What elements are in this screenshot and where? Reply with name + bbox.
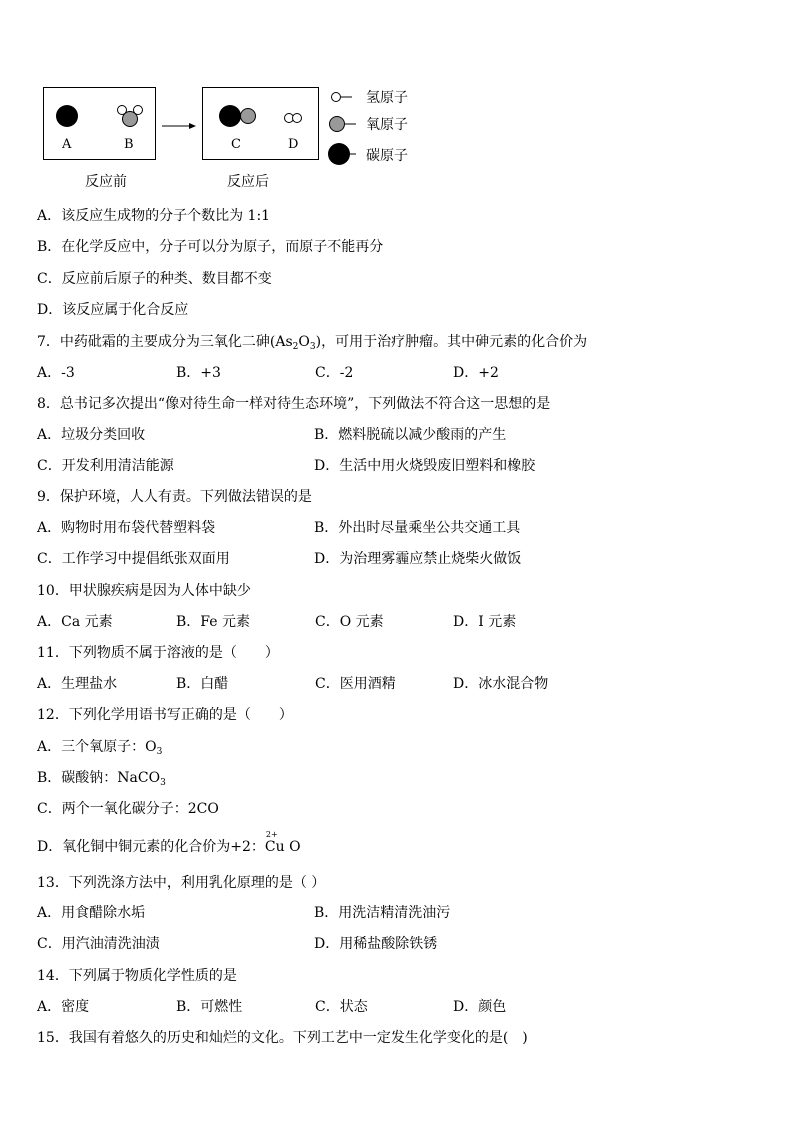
q13-stem: 13．下列洗涤方法中，利用乳化原理的是（ ）	[37, 875, 326, 891]
q9-option-b: B．外出时尽量乘坐公共交通工具	[314, 520, 521, 536]
q8-stem: 8．总书记多次提出“像对待生命一样对待生态环境”，下列做法不符合这一思想的是	[37, 396, 551, 412]
q14-option-b: B．可燃性	[176, 999, 243, 1015]
label-c: C	[231, 137, 241, 152]
before-caption: 反应前	[85, 174, 127, 190]
q7-stem: 7．中药砒霜的主要成分为三氧化二砷$(As_2O_3)$，可用于治疗肿瘤。其中砷元素的化合价为	[37, 334, 588, 352]
label-d: D	[288, 137, 299, 152]
q9-option-d: D．为治理雾霾应禁止烧柴火做饭	[314, 551, 522, 567]
q6-option-a: A．该反应生成物的分子个数比为 1:1	[37, 208, 271, 224]
legend-carbon-label: 碳原子	[366, 148, 408, 164]
q13-option-d: D．用稀盐酸除铁锈	[314, 936, 438, 952]
q6-option-b: B．在化学反应中，分子可以分为原子，而原子不能再分	[37, 239, 384, 255]
q14-option-a: A．密度	[37, 999, 90, 1015]
q6-option-c: C．反应前后原子的种类、数目都不变	[37, 271, 272, 287]
q9-option-c: C．工作学习中提倡纸张双面用	[37, 551, 230, 567]
q10-option-c: C．O 元素	[315, 614, 384, 630]
q11-stem: 11．下列物质不属于溶液的是（ ）	[37, 645, 279, 661]
q12-stem: 12．下列化学用语书写正确的是（ ）	[37, 707, 293, 723]
legend-oxygen-label: 氧原子	[366, 117, 408, 133]
q10-option-d: D．I 元素	[453, 614, 517, 630]
legend-hydrogen-label: 氢原子	[366, 90, 408, 106]
q10-option-a: A．Ca 元素	[37, 614, 113, 630]
q11-option-a: A．生理盐水	[37, 676, 118, 692]
oxygen-atom	[241, 109, 256, 124]
q11-option-d: D．冰水混合物	[453, 676, 549, 692]
q15-stem: 15．我国有着悠久的历史和灿烂的文化。下列工艺中一定发生化学变化的是( )	[37, 1030, 528, 1046]
q13-option-a: A．用食醋除水垢	[37, 905, 146, 921]
q12-option-a: A．三个氧原子：$O_3$	[37, 739, 163, 757]
q7-option-d: D．+2	[453, 365, 499, 381]
label-b: B	[124, 137, 134, 152]
q11-option-c: C．医用酒精	[315, 676, 396, 692]
carbon-atom	[56, 105, 78, 127]
hydrogen-atom	[293, 114, 302, 123]
q8-option-b: B．燃料脱硫以减少酸雨的产生	[314, 427, 507, 443]
q8-option-a: A．垃圾分类回收	[37, 427, 146, 443]
legend-carbon-icon	[328, 143, 350, 165]
q10-stem: 10．甲状腺疾病是因为人体中缺少	[37, 583, 251, 599]
after-caption: 反应后	[227, 174, 269, 190]
legend-oxygen-icon	[330, 117, 345, 132]
carbon-atom	[219, 105, 241, 127]
legend-hydrogen-icon	[332, 93, 341, 102]
q7-option-c: C．-2	[315, 365, 354, 381]
oxygen-atom	[123, 112, 138, 127]
q14-stem: 14．下列属于物质化学性质的是	[37, 968, 237, 984]
q8-option-c: C．开发利用清洁能源	[37, 458, 174, 474]
q14-option-d: D．颜色	[453, 999, 507, 1015]
q11-option-b: B．白醋	[176, 676, 229, 692]
q12-option-c: C．两个一氧化碳分子：2CO	[37, 801, 219, 817]
q9-option-a: A．购物时用布袋代替塑料袋	[37, 520, 216, 536]
q13-option-b: B．用洗洁精清洗油污	[314, 905, 451, 921]
label-a: A	[62, 137, 72, 152]
q13-option-c: C．用汽油清洗油渍	[37, 936, 160, 952]
q14-option-c: C．状态	[315, 999, 368, 1015]
q6-option-d: D．该反应属于化合反应	[37, 302, 189, 318]
q12-option-b: B．碳酸钠：NaCO$_3$	[37, 770, 166, 788]
q8-option-d: D．生活中用火烧毁废旧塑料和橡胶	[314, 458, 536, 474]
q9-stem: 9．保护环境，人人有责。下列做法错误的是	[37, 489, 312, 505]
q12-option-d: D．氧化铜中铜元素的化合价为+2： 2+ Cu O	[37, 830, 301, 855]
q7-option-b: B．+3	[176, 365, 221, 381]
q10-option-b: B．Fe 元素	[176, 614, 250, 630]
q7-option-a: A．-3	[37, 365, 75, 381]
